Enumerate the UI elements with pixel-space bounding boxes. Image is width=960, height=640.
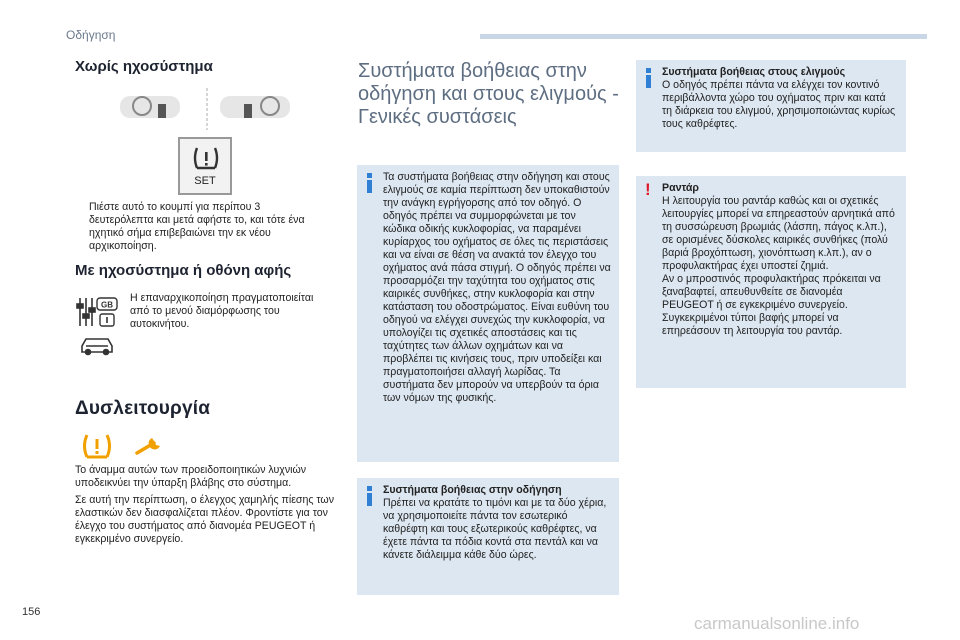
info-box-manoeuvring: [636, 60, 906, 152]
info-icon: [646, 68, 651, 88]
info-box-general: [357, 165, 619, 462]
heading-no-audio: Χωρίς ηχοσύστημα: [75, 58, 213, 75]
heading-malfunction: Δυσλειτουργία: [75, 398, 211, 419]
info-box-manoeuvring-title: Συστήματα βοήθειας στους ελιγμούς: [662, 66, 846, 78]
svg-text:GB: GB: [101, 300, 113, 310]
page-number: 156: [22, 606, 41, 618]
touch-screen-icons: [76, 294, 121, 362]
top-rule: [480, 34, 927, 39]
set-button-label: SET: [194, 175, 216, 187]
info-box-driving: [357, 478, 619, 595]
tyre-pressure-warning-icon: [85, 435, 110, 457]
touch-screen-text: Η επαναρχικοποίηση πραγματοποιείται από το μενού διαμόρφωσης του αυτοκινήτου.: [130, 292, 314, 330]
warning-exclamation-icon: !: [645, 180, 651, 199]
info-icon: [367, 173, 372, 193]
assist-systems-title: Συστήματα βοήθειας στην οδήγηση και στους ελιγμούς - Γενικές συστάσεις: [358, 60, 619, 128]
info-box-general-text: Τα συστήματα βοήθειας στην οδήγηση και στους ελιγμούς σε καμία περίπτωση δεν υποκαθιστούν την ανάγκη εγρήγορσης από τον οδηγό. Ο οδηγός πρέπει να συμμορφώνεται με τον κώδικα οδικής κυκλοφορίας, να παραμένει κυρίαρχος του οχήματος σε όλες τις περιστάσεις και να είναι σε θέση να ανακτά τον έλεγχο του οχήματος ανά πάσα στιγμή. Ο οδηγός πρέπει να προσαρμόζει την ταχύτητα του οχήματος στις καιρικές συνθήκες, στην κυκλοφορία και στην κατάσταση του οδοστρώματος. Είναι ευθύνη του οδηγού να ελέγχει συνεχώς την κυκλοφορία, να υπολογίζει τις σχετικές αποστάσεις και τις ταχύτητες των άλλων οχημάτων και να προβλέπει τις κινήσεις τους, πριν υποδείξει και πραγματοποιήσει αλλαγή λωρίδας. Τα συστήματα δεν μπορούν να υπερβούν τα όρια των νόμων της φυσικής.: [383, 171, 611, 404]
gb-language-icon: [97, 298, 117, 326]
heading-touch-screen: Με ηχοσύστημα ή οθόνη αφής: [75, 262, 292, 279]
watermark: carmanualsonline.info: [694, 614, 860, 633]
malfunction-text-1: Το άναμμα αυτών των προειδοποιητικών λυχνιών υποδεικνύει την ύπαρξη βλάβης στο σύστημα.: [75, 464, 307, 489]
service-wrench-icon: [137, 438, 160, 453]
info-icon: [367, 486, 372, 506]
settings-sliders-icon: [77, 298, 95, 326]
info-box-manoeuvring-text: Ο οδηγός πρέπει πάντα να ελέγχει τον κοντινό περιβάλλοντα χώρο του οχήματος πριν και κατά τη διάρκεια του ελιγμού, χρησιμοποιώντας κυρίως τους καθρέφτες.: [662, 79, 896, 130]
dashboard-illustration: [120, 88, 295, 130]
press-instruction-text: Πιέστε αυτό το κουμπί για περίπου 3 δευτερόλεπτα και μετά αφήστε το, και τότε ένα ηχητικό σήμα επιβεβαιώνει την εκ νέου αρχικοποίηση.: [89, 201, 305, 252]
info-box-driving-title: Συστήματα βοήθειας στην οδήγηση: [383, 484, 562, 496]
warning-box-radar-text-2: Αν ο μπροστινός προφυλακτήρας πρόκειται να ξαναβαφτεί, απευθυνθείτε σε διανομέα PEUGEOT ή σε εγκεκριμένο συνεργείο. Συγκεκριμένοι τύποι βαφής μπορεί να επηρεάσουν τη λειτουργία του ραντάρ.: [662, 273, 881, 337]
section-label: Οδήγηση: [66, 28, 116, 42]
car-settings-icon: [82, 339, 112, 355]
tyre-pressure-icon: [192, 145, 220, 171]
warning-box-radar: [636, 176, 906, 388]
warning-box-radar-text-1: Η λειτουργία του ραντάρ καθώς και οι σχετικές λειτουργίες μπορεί να επηρεαστούν αρνητικά από τη συσσώρευση βρωμιάς (λάσπη, πάγος κ.λπ.), σε ορισμένες δύσκολες καιρικές συνθήκες (πολύ βαριά βροχόπτωση, χιονόπτωση κ.λπ.), αν ο προφυλακτήρας έχει υποστεί ζημιά.: [662, 195, 895, 272]
warning-lamps: [82, 432, 172, 460]
info-box-driving-text: Πρέπει να κρατάτε το τιμόνι και με τα δύο χέρια, να χρησιμοποιείτε πάντα τον εσωτερικό καθρέφτη και τους εξωτερικούς καθρέφτες, να έχετε πάντα τα πόδια κοντά στα πεντάλ και να κάνετε διάλειμμα κάθε δύο ώρες.: [383, 497, 607, 561]
warning-box-radar-title: Ραντάρ: [662, 182, 699, 194]
malfunction-text-2: Σε αυτή την περίπτωση, ο έλεγχος χαμηλής πίεσης των ελαστικών δεν διασφαλίζεται πλέον. Φροντίστε για τον έλεγχο του συστήματος από διανομέα PEUGEOT ή εγκεκριμένο συνεργείο.: [75, 494, 335, 545]
set-button[interactable]: [178, 137, 232, 195]
